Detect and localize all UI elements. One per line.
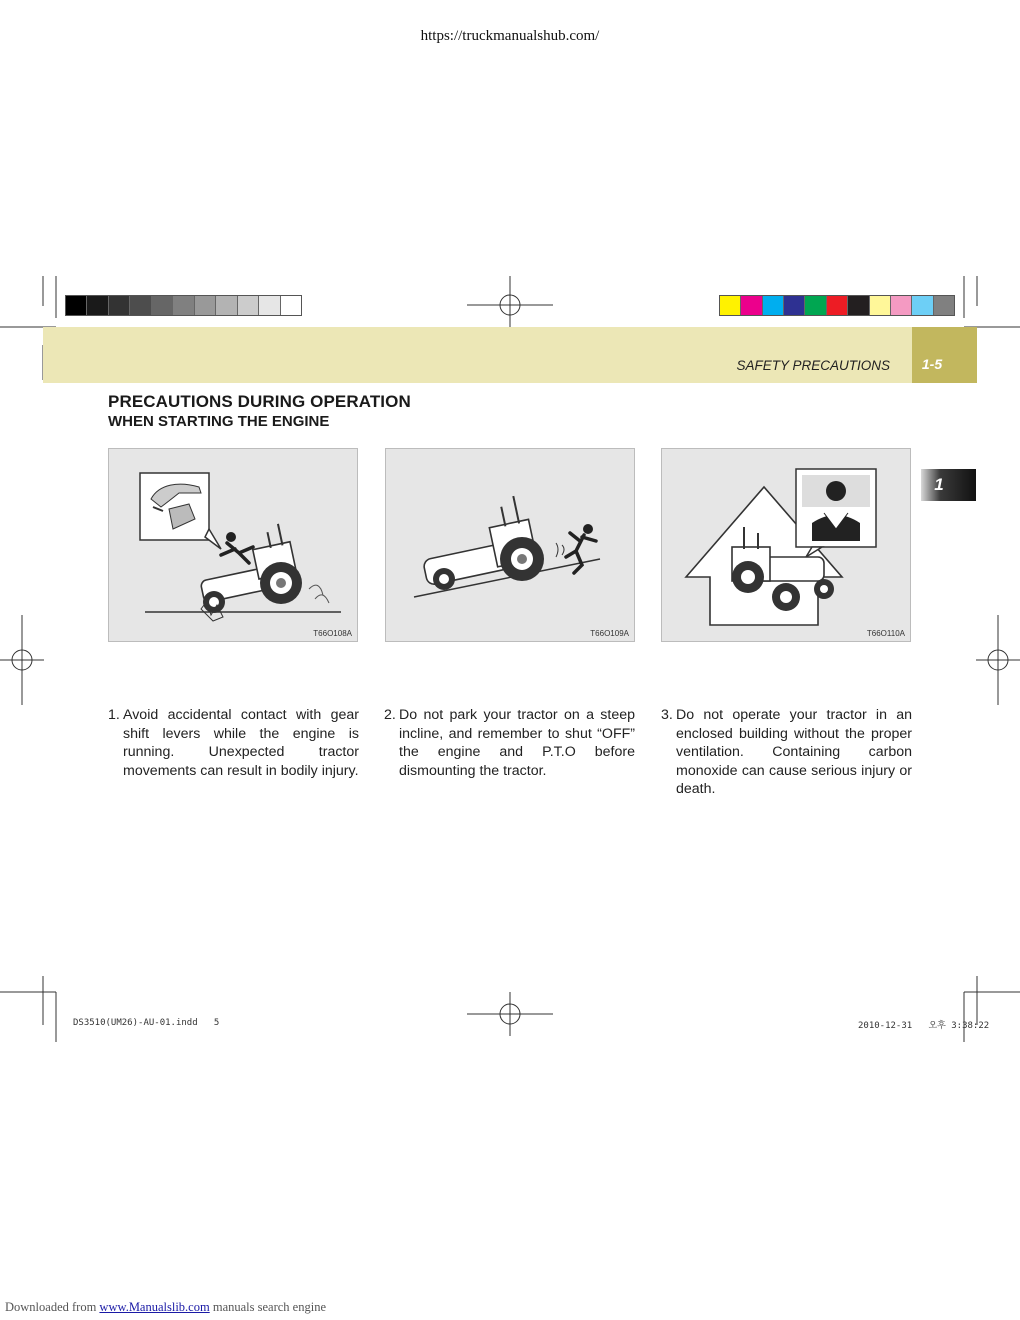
color-swatch [720, 296, 741, 315]
color-swatch [195, 296, 216, 315]
illustration-enclosed-building [661, 448, 911, 642]
color-swatch [848, 296, 869, 315]
color-swatch [912, 296, 933, 315]
color-swatch [216, 296, 237, 315]
color-swatch [152, 296, 173, 315]
color-swatch [870, 296, 891, 315]
figure-code: T66O110A [866, 629, 905, 638]
tractor-gear-lever-accident-illustration [109, 449, 357, 641]
color-swatch [281, 296, 301, 315]
color-swatch [109, 296, 130, 315]
color-swatch [934, 296, 954, 315]
item-number: 3. [661, 707, 673, 723]
print-slug-file: DS3510(UM26)-AU-01.indd 5 [73, 1018, 220, 1028]
list-item [384, 706, 635, 780]
page-number-tab [912, 327, 977, 383]
list-item [661, 706, 912, 799]
color-swatch [130, 296, 151, 315]
color-swatch [66, 296, 87, 315]
item-text: Do not operate your tractor in an enclosed building without the proper ventilation. Containing carbon monoxide can cause serious injury or death. [676, 707, 912, 797]
manualslib-link[interactable]: www.Manualslib.com [99, 1300, 210, 1314]
item-number: 2. [384, 707, 396, 723]
illustration-gear-lever [108, 448, 358, 642]
tractor-parked-on-incline-illustration [386, 449, 634, 641]
source-url: https://truckmanualshub.com/ [420, 28, 600, 44]
color-swatch [87, 296, 108, 315]
tractor-in-enclosed-building-illustration [662, 449, 910, 641]
section-subtitle: WHEN STARTING THE ENGINE [108, 413, 330, 430]
grayscale-color-bar [65, 295, 302, 316]
color-swatch [763, 296, 784, 315]
color-swatch [891, 296, 912, 315]
page-number: 1-5 [921, 356, 943, 372]
running-header-section: SAFETY PRECAUTIONS [736, 358, 890, 373]
footer-prefix: Downloaded from [5, 1300, 100, 1314]
color-swatch [238, 296, 259, 315]
figure-code: T66O109A [590, 629, 629, 638]
figure-code: T66O108A [313, 629, 352, 638]
item-text: Avoid accidental contact with gear shift levers while the engine is running. Unexpected tractor movements can result in bodily injury. [123, 707, 359, 779]
item-text: Do not park your tractor on a steep incline, and remember to shut “OFF” the engine and P.T.O before dismounting the tractor. [399, 707, 635, 779]
color-swatch [805, 296, 826, 315]
color-swatch [173, 296, 194, 315]
print-slug-datetime: 2010-12-31 오후 3:38:22 [858, 1021, 990, 1031]
color-swatch [827, 296, 848, 315]
header-band [43, 327, 977, 383]
footer-suffix: manuals search engine [209, 1300, 326, 1314]
illustration-incline [385, 448, 635, 642]
download-footer [5, 1300, 326, 1315]
color-swatch [741, 296, 762, 315]
chapter-number: 1 [934, 475, 944, 494]
color-swatch [259, 296, 280, 315]
list-item [108, 706, 359, 780]
page-title: PRECAUTIONS DURING OPERATION [108, 392, 411, 411]
color-swatch [784, 296, 805, 315]
process-color-bar [719, 295, 955, 316]
item-number: 1. [108, 707, 120, 723]
